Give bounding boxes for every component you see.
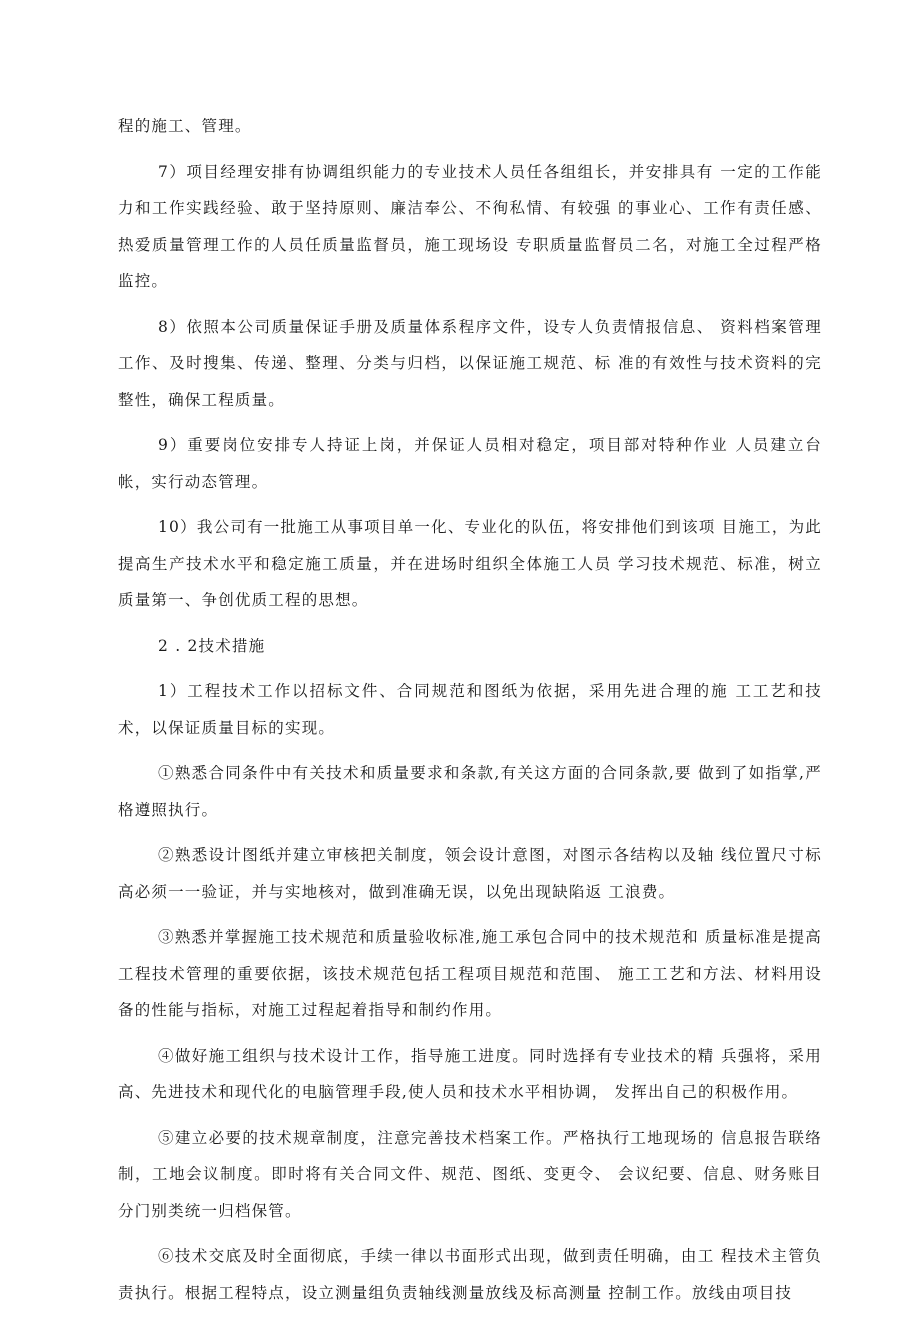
paragraph-continuation: 程的施工、管理。 xyxy=(118,117,252,135)
paragraph-circled-4: ④做好施工组织与技术设计工作，指导施工进度。同时选择有专业技术的精 兵强将，采用高、先进技术和现代化的电脑管理手段,使人员和技术水平相协调， 发挥出自己的积极作用。 xyxy=(118,1046,822,1101)
paragraph-circled-1: ①熟悉合同条件中有关技术和质量要求和条款,有关这方面的合同条款,要 做到了如指掌,严格遵照执行。 xyxy=(118,764,822,819)
paragraph-circled-2: ②熟悉设计图纸并建立审核把关制度，领会设计意图，对图示各结构以及轴 线位置尺寸标高必须一一验证，并与实地核对，做到准确无误，以免出现缺陷返 工浪费。 xyxy=(118,846,822,901)
paragraph-item-9: 9）重要岗位安排专人持证上岗，并保证人员相对稳定，项目部对特种作业 人员建立台帐，实行动态管理。 xyxy=(118,436,822,491)
paragraph-circled-6: ⑥技术交底及时全面彻底，手续一律以书面形式出现，做到责任明确，由工 程技术主管负责执行。根据工程特点，设立测量组负责轴线测量放线及标高测量 控制工作。放线由项目技 xyxy=(118,1247,822,1302)
paragraph-circled-5: ⑤建立必要的技术规章制度，注意完善技术档案工作。严格执行工地现场的 信息报告联络制，工地会议制度。即时将有关合同文件、规范、图纸、变更令、 会议纪要、信息、财务账目分门别类统一归档保管。 xyxy=(118,1128,822,1220)
section-heading-2-2: 2 . 2技术措施 xyxy=(158,636,266,655)
document-page xyxy=(118,108,822,1320)
paragraph-item-10: 10）我公司有一批施工从事项目单一化、专业化的队伍，将安排他们到该项 目施工，为此提高生产技术水平和稳定施工质量，并在进场时组织全体施工人员 学习技术规范、标准，树立质量第一、争创优质工程的思想。 xyxy=(118,518,822,609)
paragraph-item-8: 8）依照本公司质量保证手册及质量体系程序文件，设专人负责情报信息、 资料档案管理工作、及时搜集、传递、整理、分类与归档，以保证施工规范、标 准的有效性与技术资料的完整性，确保工程质量。 xyxy=(118,317,822,409)
paragraph-circled-3: ③熟悉并掌握施工技术规范和质量验收标准,施工承包合同中的技术规范和 质量标准是提高工程技术管理的重要依据，该技术规范包括工程项目规范和范围、 施工工艺和方法、材料用设备的性能与指标，对施工过程起着指导和制约作用。 xyxy=(118,928,822,1019)
paragraph-tech-1: 1）工程技术工作以招标文件、合同规范和图纸为依据，采用先进合理的施 工工艺和技术，以保证质量目标的实现。 xyxy=(118,682,822,737)
paragraph-item-7: 7）项目经理安排有协调组织能力的专业技术人员任各组组长，并安排具有 一定的工作能力和工作实践经验、敢于坚持原则、廉洁奉公、不徇私情、有较强 的事业心、工作有责任感、热爱质量管理工作的人员任质量监督员，施工现场设 专职质量监督员二名，对施工全过程严格监控。 xyxy=(118,162,822,290)
